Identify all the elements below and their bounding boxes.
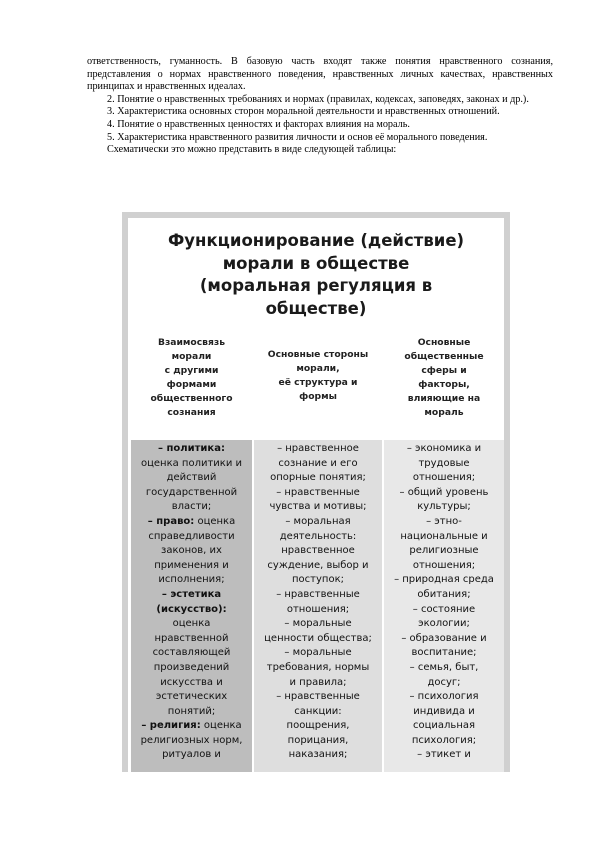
cell-line [254, 719, 382, 734]
cell-text: – состояние [412, 603, 476, 615]
cell-term: – политика: [158, 443, 225, 454]
cell-text: обитания; [417, 588, 471, 600]
column-header-factors [384, 336, 504, 420]
column-header-line: общественного [150, 393, 233, 404]
cell-text: – нравственные [276, 691, 360, 703]
column-header-line: морали, [296, 363, 340, 374]
table-title-line: морали в обществе [222, 253, 410, 273]
cell-text: отношения; [412, 472, 476, 484]
cell-line [384, 457, 504, 472]
cell-text: оценка [200, 720, 242, 732]
cell-text: оценка политики и [140, 457, 243, 469]
paragraph: 5. Характеристика нравственного развития личности и основ её морального поведения. [107, 131, 488, 143]
paragraph: ответственность, гуманность. В базовую часть входят также понятия нравственного сознания, представления о нормах нравственного поведения, нравственных личных качествах, нравственных принципах и нравственных идеалах. [87, 56, 553, 93]
cell-line [131, 515, 252, 530]
cell-line [384, 559, 504, 574]
cell-line [384, 676, 504, 691]
cell-text: деятельность: [279, 530, 357, 542]
cell-term: (искусство): [156, 603, 227, 615]
table-title [128, 230, 504, 320]
column-header-line: формами [166, 379, 217, 390]
cell-text: культуры; [417, 501, 471, 513]
cell-line [384, 471, 504, 486]
column-header-line: Основные стороны [267, 349, 369, 360]
cell-text: воспитание; [411, 647, 477, 659]
cell-text: индивида и [413, 705, 475, 717]
cell-line [254, 573, 382, 588]
cell-line [131, 471, 252, 486]
cell-text: сознание и его [278, 457, 358, 469]
cell-line [384, 646, 504, 661]
cell-line [384, 690, 504, 705]
column-header-line: морали [171, 351, 212, 362]
cell-text: санкции: [294, 705, 342, 717]
table-title-line: (моральная регуляция в [199, 276, 433, 295]
table-title-line: обществе) [265, 298, 367, 318]
cell-text: чувства и мотивы; [269, 501, 367, 513]
cell-text: власти; [171, 501, 212, 513]
cell-text: поступок; [292, 574, 344, 586]
paragraph: Схематически это можно представить в виде следующей таблицы: [107, 144, 397, 156]
cell-text: порицания, [287, 734, 349, 746]
cell-text: – психология [409, 691, 479, 703]
cell-text: экологии; [418, 618, 470, 630]
cell-text: искусства и [160, 676, 223, 688]
cell-text: психология; [411, 734, 477, 746]
cell-text: – этно- [426, 515, 462, 527]
cell-line [131, 734, 252, 749]
paragraph: 2. Понятие о нравственных требованиях и нормах (правилах, кодексах, заповедях, законах и др.). [107, 93, 529, 105]
cell-line [254, 559, 382, 574]
column-header-line: сознания [167, 407, 216, 418]
cell-line [131, 676, 252, 691]
cell-line [131, 588, 252, 603]
cell-line [131, 544, 252, 559]
cell-text: суждение, выбор и [267, 559, 369, 571]
cell-term: – эстетика [161, 588, 222, 600]
cell-line [384, 573, 504, 588]
cell-text: – нравственные [276, 486, 360, 498]
cell-line [131, 530, 252, 545]
cell-text: – нравственное [277, 443, 359, 454]
cell-text: – образование и [401, 632, 487, 644]
cell-text: оценка [172, 618, 211, 630]
cell-text: социальная [412, 720, 476, 732]
paragraph: 3. Характеристика основных сторон моральной деятельности и нравственных отношений. [107, 106, 500, 118]
cell-line [254, 690, 382, 705]
cell-line [384, 719, 504, 734]
cell-text: опорные понятия; [270, 472, 366, 484]
cell-line [131, 661, 252, 676]
column-header-line: влияющие на [407, 393, 481, 404]
cell-text: – моральная [285, 515, 351, 527]
cell-text: справедливости [148, 530, 235, 542]
cell-line [254, 544, 382, 559]
cell-text: отношения; [286, 603, 350, 615]
cell-text: действий [166, 472, 217, 484]
cell-line [384, 734, 504, 749]
cell-text: – семья, быт, [409, 661, 479, 673]
body-text [87, 56, 553, 157]
cell-line [254, 471, 382, 486]
column-header-structure [254, 348, 382, 404]
cell-line [131, 748, 252, 763]
cell-line [131, 617, 252, 632]
column-header-line: мораль [424, 407, 464, 418]
cell-line [254, 500, 382, 515]
cell-text: ритуалов и [162, 749, 221, 761]
cell-text: религиозных норм, [140, 734, 243, 746]
cell-line [384, 500, 504, 515]
cell-line [131, 705, 252, 720]
cell-line [254, 734, 382, 749]
cell-line [131, 559, 252, 574]
cell-line [384, 588, 504, 603]
cell-line [254, 457, 382, 472]
cell-line [384, 544, 504, 559]
cell-text: трудовые [418, 457, 470, 469]
cell-text: национальные и [400, 530, 488, 542]
cell-line [131, 500, 252, 515]
cell-line [131, 442, 252, 457]
cell-line [254, 748, 382, 763]
cell-line [384, 530, 504, 545]
paragraph: 4. Понятие о нравственных ценностях и факторах влияния на мораль. [107, 118, 410, 130]
cell-text: поощрения, [286, 720, 350, 732]
column-structure [254, 440, 382, 772]
cell-line [384, 705, 504, 720]
table-title-line: Функционирование (действие) [167, 231, 465, 250]
cell-text: эстетических [155, 691, 228, 703]
cell-text: нравственное [281, 545, 355, 557]
cell-line [254, 646, 382, 661]
cell-line [254, 676, 382, 691]
column-header-line: её структура и [278, 377, 358, 388]
cell-line [384, 632, 504, 647]
cell-text: и правила; [289, 676, 347, 688]
cell-line [254, 515, 382, 530]
table-figure [122, 212, 510, 772]
cell-line [384, 748, 504, 763]
cell-line [131, 646, 252, 661]
cell-line [384, 661, 504, 676]
column-relations [131, 440, 252, 772]
cell-line [254, 603, 382, 618]
cell-line [254, 705, 382, 720]
column-header-line: общественные [404, 351, 484, 362]
cell-line [384, 442, 504, 457]
cell-line [254, 617, 382, 632]
cell-line [131, 486, 252, 501]
cell-text: оценка [194, 515, 236, 527]
column-header-line: Основные [417, 337, 471, 348]
cell-line [384, 617, 504, 632]
cell-text: составляющей [152, 647, 231, 659]
cell-text: отношения; [412, 559, 476, 571]
cell-text: законов, их [161, 545, 222, 557]
cell-text: – моральные [284, 647, 352, 659]
column-header-relations [131, 336, 252, 420]
cell-text: – нравственные [276, 588, 360, 600]
column-header-line: формы [299, 391, 337, 402]
column-factors [384, 440, 504, 772]
column-header-line: Взаимосвязь [157, 337, 226, 348]
column-header-line: с другими [164, 365, 219, 376]
cell-line [254, 661, 382, 676]
cell-line [254, 632, 382, 647]
cell-line [384, 603, 504, 618]
cell-line [254, 588, 382, 603]
cell-line [254, 442, 382, 457]
cell-text: исполнения; [158, 574, 225, 586]
cell-line [384, 486, 504, 501]
cell-line [131, 603, 252, 618]
cell-text: государственной [145, 486, 238, 498]
cell-text: досуг; [427, 676, 461, 688]
column-header-line: факторы, [418, 379, 470, 390]
cell-line [131, 690, 252, 705]
cell-line [131, 632, 252, 647]
cell-line [254, 530, 382, 545]
cell-term: – право: [147, 515, 195, 527]
cell-text: понятий; [167, 705, 216, 717]
cell-line [131, 719, 252, 734]
cell-text: наказания; [288, 749, 348, 761]
cell-text: – общий уровень [399, 486, 489, 498]
cell-line [254, 486, 382, 501]
cell-text: – моральные [284, 618, 352, 630]
cell-term: – религия: [141, 720, 201, 732]
cell-text: применения и [154, 559, 229, 571]
cell-text: – этикет и [417, 749, 471, 761]
cell-text: религиозные [409, 545, 479, 557]
column-header-line: сферы и [421, 365, 467, 376]
cell-line [131, 573, 252, 588]
cell-line [131, 457, 252, 472]
cell-text: произведений [153, 661, 230, 673]
cell-text: – экономика и [406, 443, 482, 454]
table-inner [128, 218, 504, 772]
cell-text: – природная среда [394, 574, 494, 586]
cell-line [384, 515, 504, 530]
cell-text: ценности общества; [264, 632, 372, 644]
cell-text: нравственной [154, 632, 229, 644]
cell-text: требования, нормы [266, 661, 370, 673]
